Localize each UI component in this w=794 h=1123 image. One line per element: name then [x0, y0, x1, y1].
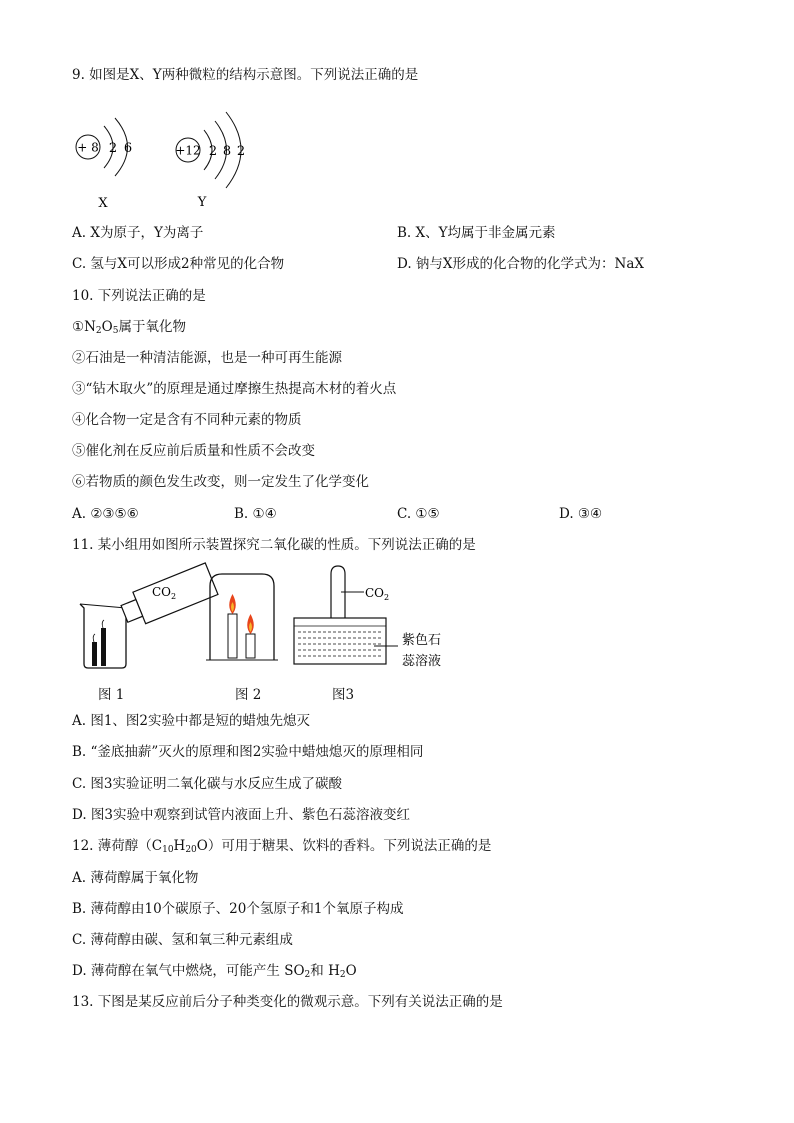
- y-label: Y: [197, 195, 207, 210]
- q12-option-d-sub1: 2: [304, 970, 311, 980]
- q10-option-b: B. ①④: [234, 506, 277, 522]
- q10-item-1-sub2: 5: [112, 326, 119, 336]
- y-nucleus-charge: +12: [175, 143, 201, 158]
- x-shell-1-count: 2: [108, 141, 118, 156]
- q11-caption-fig3: 图3: [332, 687, 355, 703]
- q10-item-3: ③“钻木取火”的原理是通过摩擦生热提高木材的着火点: [72, 381, 397, 397]
- q11-option-d: D. 图3实验中观察到试管内液面上升、紫色石蕊溶液变红: [72, 807, 411, 823]
- fig1-co2-label: $CO_2$: [152, 585, 177, 601]
- y-shell-2-count: 8: [222, 144, 232, 159]
- q10-stem: 10. 下列说法正确的是: [72, 288, 206, 304]
- q9-stem: 9. 如图是X、Y两种微粒的结构示意图。下列说法正确的是: [72, 67, 419, 83]
- q12-option-a: A. 薄荷醇属于氧化物: [72, 870, 199, 886]
- q10-item-5: ⑤催化剂在反应前后质量和性质不会改变: [72, 443, 315, 459]
- q12-stem: [72, 837, 491, 859]
- y-shell-1-count: 2: [208, 144, 218, 159]
- q11-caption-fig2: 图 2: [235, 687, 262, 703]
- q12-stem-mid: H: [173, 838, 186, 854]
- fig1-tall-candle: [101, 628, 106, 666]
- q12-option-d-sub2: 2: [339, 970, 346, 980]
- fig1-beaker-rim: [80, 604, 126, 608]
- q12-option-c: C. 薄荷醇由碳、氢和氧三种元素组成: [72, 932, 293, 948]
- q10-option-a: A. ②③⑤⑥: [72, 506, 139, 522]
- q12-option-b: B. 薄荷醇由10个碳原子、20个氢原子和1个氧原子构成: [72, 901, 404, 917]
- q12-option-d: [72, 962, 357, 984]
- fig1-beaker-setup: [80, 563, 218, 668]
- q10-option-d: D. ③④: [559, 506, 603, 522]
- fig3-litmus-label-2: 蕊溶液: [402, 654, 442, 669]
- q10-item-6: ⑥若物质的颜色发生改变，则一定发生了化学变化: [72, 474, 369, 490]
- q10-item-1-prefix: ①N: [72, 319, 96, 335]
- q12-option-d-mid: 和 H: [310, 963, 340, 979]
- fig2-tall-candle: [228, 614, 237, 658]
- fig2-short-candle: [246, 634, 255, 658]
- q9-option-d: D. 钠与X形成的化合物的化学式为：NaX: [397, 256, 645, 272]
- x-shell-2-count: 6: [123, 141, 133, 156]
- fig1-short-wick: [93, 634, 95, 642]
- q9-option-c: C. 氢与X可以形成2种常见的化合物: [72, 256, 285, 272]
- q11-stem: 11. 某小组用如图所示装置探究二氧化碳的性质。下列说法正确的是: [72, 537, 476, 553]
- q10-item-2: ②石油是一种清洁能源，也是一种可再生能源: [72, 350, 342, 366]
- fig3-trough: [294, 618, 386, 664]
- fig1-tall-wick: [102, 620, 104, 628]
- y-shell-3-count: 2: [236, 144, 246, 159]
- q12-stem-prefix: 12. 薄荷醇（C: [72, 838, 163, 854]
- q9-atom-structure-figure: [70, 102, 270, 212]
- q10-item-1-suffix: 属于氧化物: [118, 319, 186, 335]
- x-label: X: [98, 196, 108, 211]
- q9-option-a: A. X为原子，Y为离子: [72, 225, 204, 241]
- q12-stem-sub1: 10: [162, 845, 174, 855]
- q10-item-1-mid: O: [101, 319, 113, 335]
- q10-item-1-sub1: 2: [95, 326, 102, 336]
- fig2-bell-jar: [210, 574, 274, 660]
- fig3-co2-label: $CO_2$: [365, 586, 390, 602]
- q9-option-b: B. X、Y均属于非金属元素: [397, 225, 556, 241]
- q10-option-c: C. ①⑤: [397, 506, 440, 522]
- q11-option-c: C. 图3实验证明二氧化碳与水反应生成了碳酸: [72, 776, 343, 792]
- fig3-litmus-label-1: 紫色石: [402, 633, 442, 648]
- q13-stem: 13. 下图是某反应前后分子种类变化的微观示意。下列有关说法正确的是: [72, 994, 503, 1010]
- q11-option-b: B. “釜底抽薪”灭火的原理和图2实验中蜡烛熄灭的原理相同: [72, 744, 424, 760]
- q12-option-d-suffix: O: [345, 963, 357, 979]
- q11-option-a: A. 图1、图2实验中都是短的蜡烛先熄灭: [72, 713, 311, 729]
- q12-option-d-prefix: D. 薄荷醇在氧气中燃烧，可能产生 SO: [72, 963, 305, 979]
- q12-stem-suffix: O）可用于糖果、饮料的香料。下列说法正确的是: [196, 838, 492, 854]
- q10-item-4: ④化合物一定是含有不同种元素的物质: [72, 412, 302, 428]
- q11-apparatus-figure: [76, 562, 476, 682]
- q12-stem-sub2: 20: [185, 845, 197, 855]
- fig1-short-candle: [92, 642, 97, 666]
- q10-item-1: [72, 318, 186, 340]
- x-nucleus-charge: + 8: [77, 140, 99, 155]
- fig3-trough-setup: [294, 566, 441, 669]
- q11-caption-fig1: 图 1: [98, 687, 125, 703]
- fig2-bell-jar-setup: [206, 574, 278, 660]
